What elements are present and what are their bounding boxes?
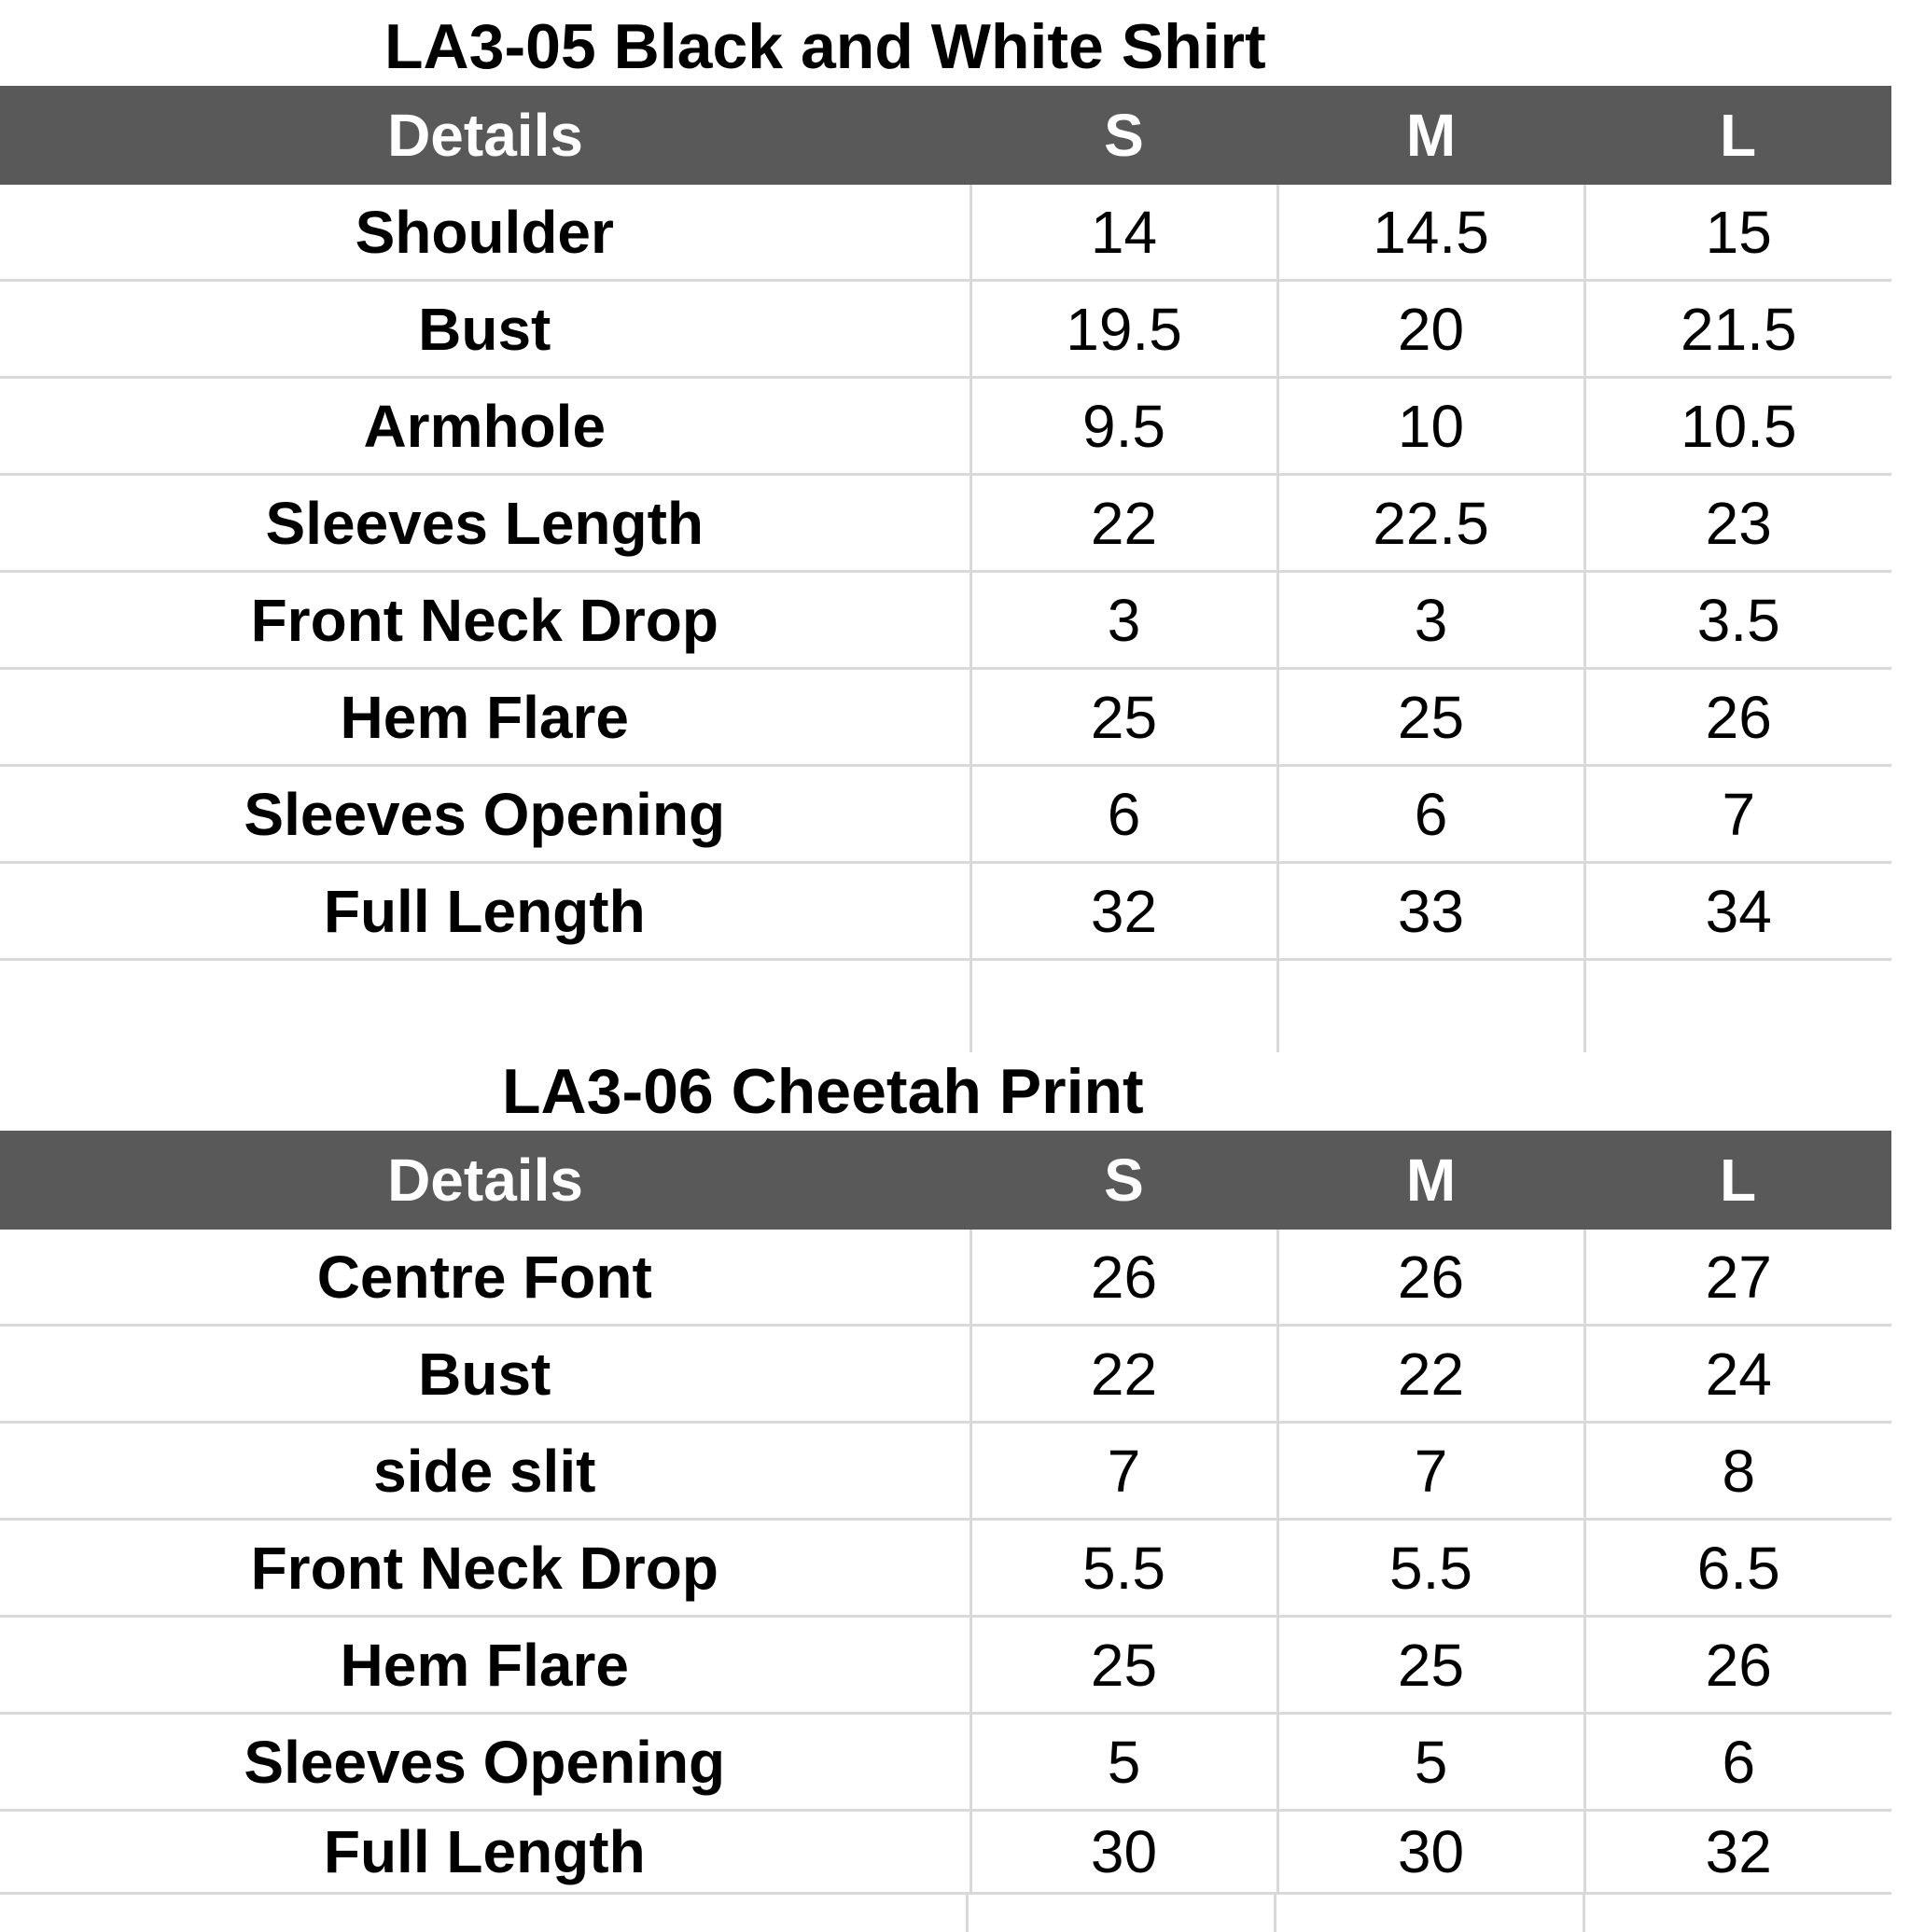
row-label: Full Length — [0, 1811, 970, 1894]
table-title: LA3-05 Black and White Shirt — [384, 11, 1266, 82]
row-label: Front Neck Drop — [0, 1520, 970, 1617]
grid-continuation — [0, 1895, 1890, 1932]
row-label: side slit — [0, 1423, 970, 1520]
cell-m: 22.5 — [1277, 475, 1584, 572]
table-row — [0, 185, 1891, 281]
cell-s: 7 — [970, 1423, 1277, 1520]
table-row — [0, 1714, 1891, 1811]
cell-m: 3 — [1277, 572, 1584, 669]
cell-s: 22 — [970, 475, 1277, 572]
table-row — [0, 863, 1891, 960]
cell-s: 22 — [970, 1326, 1277, 1423]
row-label: Hem Flare — [0, 669, 970, 766]
header-details: Details — [0, 1131, 970, 1230]
cell-l: 23 — [1584, 475, 1891, 572]
grid-stub — [1583, 1895, 1890, 1932]
header-size-s: S — [970, 86, 1277, 185]
cell-s: 5 — [970, 1714, 1277, 1811]
cell-m: 5 — [1277, 1714, 1584, 1811]
grid-stub — [1274, 1895, 1582, 1932]
grid-stub — [0, 1895, 966, 1932]
cell-s: 25 — [970, 669, 1277, 766]
blank-cell — [0, 960, 970, 1053]
row-label: Shoulder — [0, 185, 970, 281]
cell-s: 5.5 — [970, 1520, 1277, 1617]
cell-s: 25 — [970, 1617, 1277, 1714]
size-table — [0, 86, 1891, 1052]
header-row — [0, 86, 1891, 185]
table-row — [0, 1423, 1891, 1520]
cell-s: 32 — [970, 863, 1277, 960]
row-label: Bust — [0, 281, 970, 378]
cell-l: 6 — [1584, 1714, 1891, 1811]
header-size-m: M — [1277, 86, 1584, 185]
cell-l: 8 — [1584, 1423, 1891, 1520]
row-label: Front Neck Drop — [0, 572, 970, 669]
row-label: Sleeves Length — [0, 475, 970, 572]
table-row — [0, 572, 1891, 669]
cell-s: 26 — [970, 1230, 1277, 1326]
table-row — [0, 281, 1891, 378]
blank-cell — [970, 960, 1277, 1053]
table-row — [0, 1617, 1891, 1714]
header-size-l: L — [1584, 86, 1891, 185]
header-details: Details — [0, 86, 970, 185]
cell-l: 26 — [1584, 1617, 1891, 1714]
cell-m: 10 — [1277, 378, 1584, 475]
cell-s: 6 — [970, 766, 1277, 863]
cell-l: 6.5 — [1584, 1520, 1891, 1617]
cell-m: 25 — [1277, 669, 1584, 766]
row-label: Sleeves Opening — [0, 1714, 970, 1811]
header-size-m: M — [1277, 1131, 1584, 1230]
row-label: Hem Flare — [0, 1617, 970, 1714]
cell-m: 20 — [1277, 281, 1584, 378]
cell-s: 3 — [970, 572, 1277, 669]
cell-l: 21.5 — [1584, 281, 1891, 378]
table-row — [0, 475, 1891, 572]
header-row — [0, 1131, 1891, 1230]
cell-s: 9.5 — [970, 378, 1277, 475]
cell-s: 14 — [970, 185, 1277, 281]
blank-cell — [1277, 960, 1584, 1053]
table-row — [0, 378, 1891, 475]
row-label: Armhole — [0, 378, 970, 475]
header-size-s: S — [970, 1131, 1277, 1230]
cell-l: 24 — [1584, 1326, 1891, 1423]
cell-m: 7 — [1277, 1423, 1584, 1520]
cell-l: 27 — [1584, 1230, 1891, 1326]
table-title: LA3-06 Cheetah Print — [502, 1056, 1144, 1127]
table-row — [0, 766, 1891, 863]
cell-m: 14.5 — [1277, 185, 1584, 281]
row-label: Centre Font — [0, 1230, 970, 1326]
cell-m: 6 — [1277, 766, 1584, 863]
cell-m: 33 — [1277, 863, 1584, 960]
cell-l: 26 — [1584, 669, 1891, 766]
table-row — [0, 669, 1891, 766]
blank-row — [0, 960, 1891, 1053]
cell-l: 7 — [1584, 766, 1891, 863]
table-row — [0, 1230, 1891, 1326]
cell-s: 30 — [970, 1811, 1277, 1894]
cell-m: 5.5 — [1277, 1520, 1584, 1617]
size-table — [0, 1131, 1891, 1895]
table-row — [0, 1520, 1891, 1617]
cell-l: 15 — [1584, 185, 1891, 281]
cell-s: 19.5 — [970, 281, 1277, 378]
cell-m: 25 — [1277, 1617, 1584, 1714]
cell-m: 30 — [1277, 1811, 1584, 1894]
grid-stub — [966, 1895, 1274, 1932]
row-label: Full Length — [0, 863, 970, 960]
blank-cell — [1584, 960, 1891, 1053]
cell-m: 22 — [1277, 1326, 1584, 1423]
cell-l: 34 — [1584, 863, 1891, 960]
size-chart-la3-06 — [0, 1045, 1890, 1932]
header-size-l: L — [1584, 1131, 1891, 1230]
row-label: Sleeves Opening — [0, 766, 970, 863]
cell-l: 3.5 — [1584, 572, 1891, 669]
cell-l: 32 — [1584, 1811, 1891, 1894]
table-row — [0, 1326, 1891, 1423]
table-row — [0, 1811, 1891, 1894]
cell-l: 10.5 — [1584, 378, 1891, 475]
row-label: Bust — [0, 1326, 970, 1423]
cell-m: 26 — [1277, 1230, 1584, 1326]
